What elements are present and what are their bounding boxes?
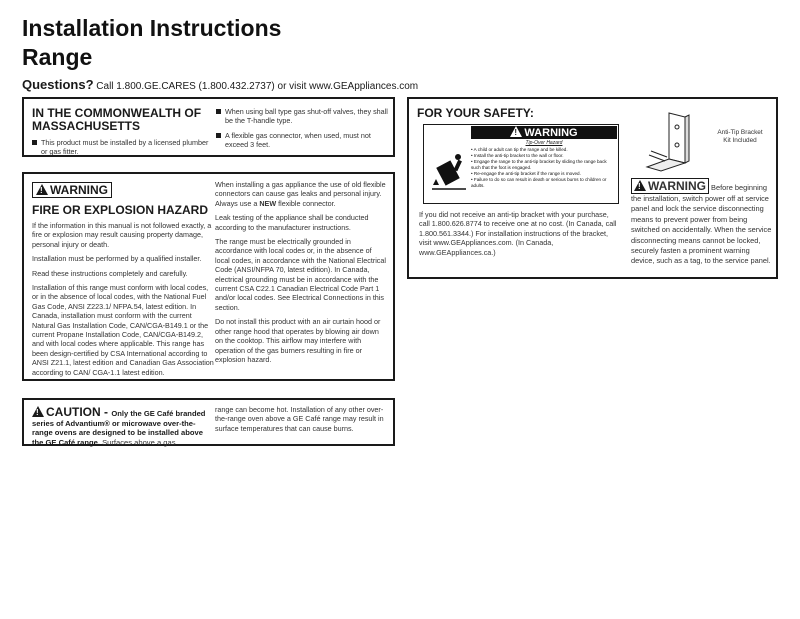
power-warning-text: the installation, switch power off at service panel and lock the service disconnecting means to prevent power from being switched on accidentally. When the service disconnecting means cannot be locked, securely fasten a prominent warning device, such as a tag, to the service panel. (631, 194, 772, 266)
questions-label: Questions? (22, 77, 94, 92)
list-item: • Install the anti-tip bracket to the wall or floor. (471, 153, 564, 158)
paragraph: When installing a gas appliance the use of old flexible connectors can cause gas leaks and personal injury. Always use a NEW flexible connector. (215, 180, 386, 208)
safety-heading: FOR YOUR SAFETY: (417, 106, 534, 120)
anti-tip-bracket-image (641, 109, 713, 175)
paragraph: If the information in this manual is not followed exactly, a fire or explosion may result causing property damage, personal injury or death. (32, 221, 212, 249)
warning-badge: !WARNING (631, 178, 709, 194)
questions-line (22, 77, 418, 92)
warning-triangle-icon (634, 180, 646, 191)
warning-triangle-icon (510, 126, 522, 137)
caution-bold-text: Only the GE Café branded series of Advantium® or microwave over-the-range ovens are designed to be installed above the GE Café range. (32, 409, 206, 447)
fire-hazard-heading: FIRE OR EXPLOSION HAZARD (32, 203, 209, 217)
list-item: • Engage the range to the anti-tip bracket by sliding the range back such that the foot is engaged. (471, 159, 607, 170)
list-item: When using ball type gas shut-off valves, they shall be the T-handle type. (216, 107, 388, 126)
safety-box (407, 97, 778, 279)
list-item: This product must be installed by a licensed plumber or gas fitter. (32, 138, 214, 157)
label-subtitle: Tip-Over Hazard (525, 140, 563, 146)
label-warning-bar: !WARNING (471, 126, 617, 139)
list-item: • Failure to do so can result in death or serious burns to children or adults. (471, 177, 607, 188)
caution-continued-text: range can become hot. Installation of any other over-the-range oven above a GE Café range may result in surface temperatures that can cause burns. (215, 405, 384, 433)
label-bullets (471, 147, 617, 189)
title-line-1: Installation Instructions (22, 15, 282, 41)
caution-badge: CAUTION (46, 405, 101, 419)
bullet-square-icon (32, 140, 37, 145)
title-line-2: Range (22, 44, 93, 70)
warning-badge: !WARNING (32, 182, 112, 198)
list-item: • Re-engage the anti-tip bracket if the range is moved. (471, 171, 581, 176)
warning-triangle-icon (36, 184, 48, 195)
bracket-instructions: If you did not receive an anti-tip bracket with your purchase, call 1.800.626.8774 to receive one at no cost. (In Canada, call 1.800.561.3344.) For installation instructions of the bracket, visit www.GEAppliances.com. (In Canada, www.GEAppliances.ca.) (419, 210, 617, 257)
caution-box: !CAUTION - Only the GE Café branded series of Advantium® or microwave over-the-range ovens are designed to be installed above the GE Café range. Surfaces above a gas range can become hot. Installation of any other over-the-range oven above a GE Café range may result in surface temperatures that can cause burns. (22, 398, 395, 446)
paragraph: Leak testing of the appliance shall be conducted according to the manufacturer instructions. (215, 213, 369, 232)
list-item: A flexible gas connector, when used, must not exceed 3 feet. (216, 131, 388, 150)
document-title (22, 14, 281, 72)
paragraph: Read these instructions completely and carefully. (32, 268, 188, 278)
tip-over-label (423, 124, 619, 204)
paragraph: Do not install this product with an air curtain hood or other range hood that operates by blowing air down on the cooktop. This airflow may interfere with operation of the gas burners resulting in fire or explosion hazard. (215, 317, 381, 364)
bracket-caption: Anti-Tip Bracket Kit Included (717, 129, 763, 144)
bullet-square-icon (216, 109, 221, 114)
fire-warning-box (22, 172, 395, 381)
list-item: • A child or adult can tip the range and be killed. (471, 147, 568, 152)
bullet-square-icon (216, 133, 221, 138)
massachusetts-heading: IN THE COMMONWEALTH OF MASSACHUSETTS (32, 106, 202, 133)
massachusetts-box (22, 97, 395, 157)
power-warning: !WARNING Before beginning the installation, switch power off at service panel and lock the service disconnecting means to prevent power from being switched on accidentally. When the service disconnecting means cannot be locked, securely fasten a prominent warning device, such as a tag, to the service panel. (631, 178, 773, 267)
paragraph: Installation of this range must conform with local codes, or in the absence of local codes, with the National Fuel Gas Code, ANSI Z223.1/ NFPA.54, latest edition. In Canada, installation must conform with the current Natural Gas Installation Code, CAN/CGA-B149.1 or the current Propane Installation Code, CAN/CGA-B149.2, and with local codes where applicable. This range has been design-certified by CSA International according to ANSI Z21.1, latest edition and Canadian Gas Association according to CAN/ CGA-1.1 latest edition. (32, 283, 214, 377)
caution-triangle-icon (32, 406, 44, 417)
paragraph: Installation must be performed by a qualified installer. (32, 254, 202, 264)
paragraph: The range must be electrically grounded in accordance with local codes or, in the absence of local codes, in accordance with the National Electrical Code (ANSI/NFPA 70, latest edition). In Canada, electrical grounding must be in accordance with the current CSA C22.1 Canadian Electrical Code Part 1 and/or local codes. See Electrical Connections in this section. (215, 237, 386, 312)
questions-contact: Call 1.800.GE.CARES (1.800.432.2737) or visit www.GEAppliances.com (93, 81, 419, 92)
tip-over-pictogram (430, 149, 468, 193)
